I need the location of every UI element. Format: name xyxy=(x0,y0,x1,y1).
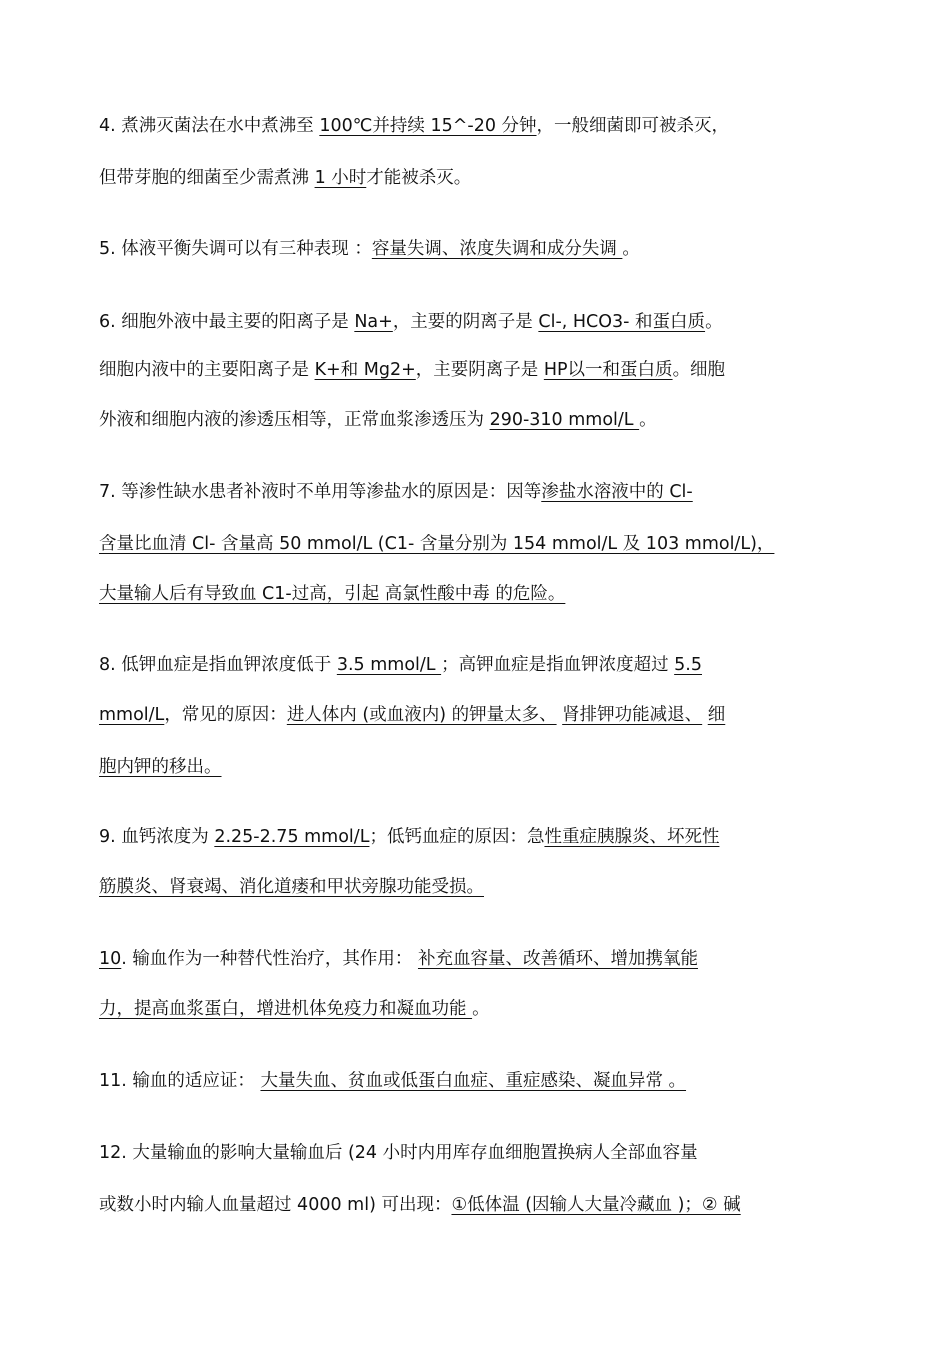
answer-text: 大量输人后有导致血 C1-过高，引起 高氯性酸中毒 的危险。 xyxy=(99,584,566,604)
item-4-line xyxy=(99,166,471,190)
answer-text: 进人体内 (或血液内) 的钾量太多、 xyxy=(286,705,557,725)
question-text: 12. 大量输血的影响大量输血后 (24 小时内用库存血细胞置换病人全部血容量 xyxy=(99,1143,698,1163)
answer-text: 100℃并持续 15^-20 分钟 xyxy=(319,116,537,136)
question-text: ，常见的原因： xyxy=(164,705,287,725)
question-text: ，主要阴离子是 xyxy=(415,360,544,380)
question-text: 8. 低钾血症是指血钾浓度低于 xyxy=(99,655,337,675)
answer-text: ①低体温 (因输人大量冷藏血 )；② 碱 xyxy=(451,1195,741,1215)
answer-text: 290-310 mmol/L xyxy=(489,410,640,430)
item-7-line xyxy=(99,582,565,606)
item-4-line xyxy=(99,114,729,138)
item-7-line xyxy=(99,480,693,504)
answer-text: 容量失调、浓度失调和成分失调 xyxy=(371,239,623,259)
answer-text: 筋膜炎、肾衰竭、消化道瘘和甲状旁腺功能受损。 xyxy=(99,877,484,897)
question-text: 细胞内液中的主要阳离子是 xyxy=(99,360,315,380)
question-text: 。 xyxy=(705,312,723,332)
answer-text: HP以一和蛋白质 xyxy=(543,360,673,380)
answer-text: Na+ xyxy=(354,312,393,332)
question-text: ，主要的阴离子是 xyxy=(392,312,539,332)
item-8-line xyxy=(99,703,725,727)
answer-text: 胞内钾的移出。 xyxy=(99,757,222,777)
item-8-line xyxy=(99,653,702,677)
answer-text: 补充血容量、改善循环、增加携氧能 xyxy=(417,949,698,969)
item-10-line xyxy=(99,997,490,1021)
answer-text: 渗盐水溶液中的 Cl- xyxy=(541,482,693,502)
item-6-line xyxy=(99,310,723,334)
answer-text: 3.5 mmol/L xyxy=(336,655,442,675)
question-text: 。 xyxy=(622,239,640,259)
question-text: 或数小时内输人血量超过 4000 ml) 可出现： xyxy=(99,1195,452,1215)
answer-text: 细 xyxy=(707,705,726,725)
question-text: 。 xyxy=(472,999,490,1019)
question-text: ；高钾血症是指血钾浓度超过 xyxy=(441,655,675,675)
item-7-line xyxy=(99,532,774,556)
answer-text: 2.25-2.75 mmol/L xyxy=(214,827,370,847)
item-6-line xyxy=(99,358,725,382)
item-6-line xyxy=(99,408,657,432)
answer-text: 10 xyxy=(99,949,122,969)
question-text: 9. 血钙浓度为 xyxy=(99,827,215,847)
item-12-line xyxy=(99,1141,698,1165)
question-text: 但带芽胞的细菌至少需煮沸 xyxy=(99,168,315,188)
answer-text: K+和 Mg2+ xyxy=(314,360,416,380)
answer-text: 力，提高血浆蛋白，增进机体免疫力和凝血功能 xyxy=(99,999,473,1019)
item-10-line xyxy=(99,947,698,971)
answer-text: 5.5 xyxy=(674,655,702,675)
question-text: 。细胞 xyxy=(672,360,726,380)
item-9-line xyxy=(99,875,484,899)
item-5-line xyxy=(99,237,640,261)
question-text: 4. 煮沸灭菌法在水中煮沸至 xyxy=(99,116,320,136)
answer-text: 大量失血、贫血或低蛋白血症、重症感染、凝血异常 。 xyxy=(260,1071,687,1091)
item-9-line xyxy=(99,825,719,849)
answer-text: 含量比血清 Cl- 含量高 50 mmol/L (C1- 含量分别为 154 mmol/L 及 103 mmol/L)， xyxy=(99,534,775,554)
question-text: 7. 等渗性缺水患者补液时不单用等渗盐水的原因是：因等 xyxy=(99,482,542,502)
item-12-line xyxy=(99,1193,741,1217)
answer-text: 肾排钾功能减退、 xyxy=(562,705,703,725)
answer-text: Cl-, HCO3- 和蛋白质 xyxy=(538,312,706,332)
item-11-line xyxy=(99,1069,686,1093)
question-text: ；低钙血症的原因：急 xyxy=(369,827,545,847)
question-text: 外液和细胞内液的渗透压相等，正常血浆渗透压为 xyxy=(99,410,490,430)
answer-text: 1 小时 xyxy=(314,168,367,188)
question-text: 。 xyxy=(639,410,657,430)
answer-text: 性重症胰腺炎、坏死性 xyxy=(544,827,720,847)
question-text: 11. 输血的适应证： xyxy=(99,1071,261,1091)
question-text: . 输血作为一种替代性治疗，其作用： xyxy=(121,949,418,969)
question-text: 6. 细胞外液中最主要的阳离子是 xyxy=(99,312,355,332)
question-text: 5. 体液平衡失调可以有三种表现 ： xyxy=(99,239,372,259)
question-text: 才能被杀灭。 xyxy=(366,168,472,188)
item-8-line xyxy=(99,755,222,779)
answer-text: mmol/L xyxy=(99,705,165,725)
question-text: ，一般细菌即可被杀灭， xyxy=(536,116,730,136)
